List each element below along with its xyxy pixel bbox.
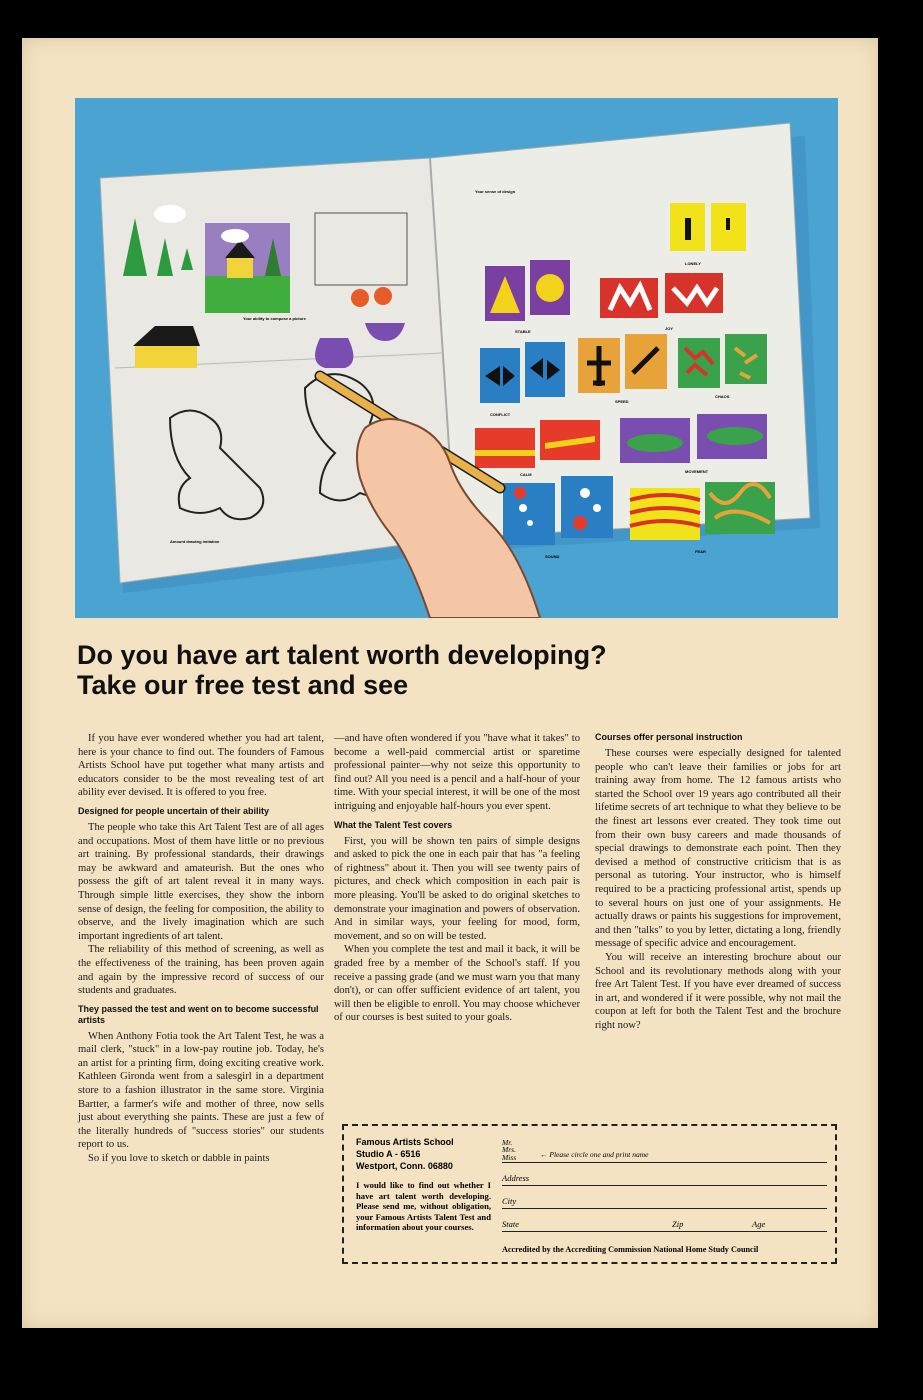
title-mr[interactable]: Mr. bbox=[502, 1137, 513, 1147]
pair-label-9: FEAR bbox=[695, 549, 706, 554]
address-label: Address bbox=[502, 1173, 530, 1183]
state-label: State bbox=[502, 1219, 519, 1229]
col1-paragraph-5: So if you love to sketch or dabble in paints bbox=[88, 1153, 270, 1165]
coupon-city: Westport, Conn. 06880 bbox=[356, 1161, 453, 1171]
open-book-illustration bbox=[75, 98, 838, 618]
col1-paragraph-2: The people who take this Art Talent Test are of all ages and occupations. Most of them have little or no previous art training. By professional standards, their drawings may be awkward and amateurish. But the ones who possess the gift of art talent reveal it in many ways. Through simple little exercises, they show the inborn sense of design, the feeling for composition, the ability to observe, and the lively imagination which are such important ingredients of art talent. bbox=[78, 821, 324, 942]
col3-paragraph-1: These courses were especially designed for talented people who can't leave their families or jobs for art training away from home. The 12 famous artists who started the School over 19 years ago contributed all their lifetime secrets of art technique to what they believe to be the finest art lessons ever created. They took time out from their own busy careers and made thousands of special drawings to demonstrate each point. Then they devised a method of constructive criticism that is as personal as tutoring. Your instructor, who is himself required to be a practicing professional artist, spends up to several hours on just one of your assignments. He actually draws or paints his suggestions for improvement, and then "talks" to you by letter, dictating a long, friendly message of specific advice and encouragement. bbox=[595, 748, 841, 950]
state-zip-age-field[interactable] bbox=[502, 1211, 827, 1232]
magazine-page bbox=[22, 38, 878, 1328]
col3-heading-1: Courses offer personal instruction bbox=[595, 732, 743, 742]
dog-caption: Amount drawing imitation bbox=[170, 539, 220, 544]
col1-heading-2: They passed the test and went on to become successful artists bbox=[78, 1003, 319, 1025]
col2-paragraph-1: —and have often wondered if you "have what it takes" to become a well-paid commercial artist or sparetime professional painter—why not seize this opportunity to find out? All you need is a pencil and a half-hour of your time. With your special interest, it will be one of the most intriguing and enjoyable half-hours you ever spent. bbox=[334, 733, 580, 812]
col2-paragraph-3: When you complete the test and mail it back, it will be graded free by a member of the School's staff. If you receive a passing grade (and we must warn you that many don't), or can offer sufficient evidence of art talent, you will then be eligible to enroll. You may choose whichever of our courses is best suited to your goals. bbox=[334, 944, 580, 1024]
column-3 bbox=[595, 732, 841, 1032]
name-hint-text: Please circle one and print name bbox=[549, 1150, 649, 1159]
city-label: City bbox=[502, 1196, 517, 1206]
title-options[interactable] bbox=[502, 1139, 516, 1162]
pair-label-7: MOVEMENT bbox=[685, 469, 709, 474]
col1-heading-1: Designed for people uncertain of their ability bbox=[78, 805, 270, 816]
col2-paragraph-2: First, you will be shown ten pairs of simple designs and asked to pick the one in each pair that has "a feeling of rightness" about it. Then you will see twenty pairs of pictures, and check which composition in each pair is more pleasing. You'll be asked to do original sketches to demonstrate your imagination and powers of observation. And in similar ways, your feeling for mood, form, movement, and so on will be tested. bbox=[334, 835, 580, 942]
col1-paragraph-1: If you have ever wondered whether you had art talent, here is your chance to find out. The founders of Famous Artists School have put together what many artists and educators consider to be the most revealing test of art ability ever devised. It is offered to you free. bbox=[78, 733, 324, 799]
coupon-request-text: I would like to find out whether I have art talent worth developing. Please send me, without obligation, your Famous Artists Talent Test and information about your courses. bbox=[356, 1180, 491, 1232]
coupon-studio: Studio A - 6516 bbox=[356, 1149, 421, 1159]
mail-coupon[interactable] bbox=[342, 1124, 837, 1264]
accreditation-text: Accredited by the Accrediting Commission National Home Study Council bbox=[502, 1245, 759, 1254]
pair-label-3: CONFLICT bbox=[490, 412, 511, 417]
pair-label-2: JOY bbox=[665, 326, 674, 331]
pair-label-5: CHAOS bbox=[715, 394, 730, 399]
column-2 bbox=[334, 732, 580, 1025]
coupon-school-name: Famous Artists School bbox=[356, 1137, 454, 1147]
column-1 bbox=[78, 732, 324, 1166]
name-hint bbox=[540, 1150, 648, 1159]
illustration bbox=[75, 98, 838, 618]
right-page-caption: Your sense of design bbox=[475, 189, 516, 194]
pair-label-8: SOUND bbox=[545, 554, 560, 559]
headline bbox=[77, 640, 837, 700]
arrow-left-icon: ← bbox=[540, 1150, 550, 1159]
age-label: Age bbox=[752, 1219, 766, 1229]
city-field[interactable] bbox=[502, 1188, 827, 1209]
coupon-left bbox=[356, 1136, 491, 1233]
title-mrs[interactable]: Mrs. bbox=[502, 1145, 516, 1154]
zip-label: Zip bbox=[672, 1219, 684, 1229]
col2-heading-1: What the Talent Test covers bbox=[334, 819, 453, 830]
pair-label-1: STABLE bbox=[515, 329, 531, 334]
pair-label-6: CALM bbox=[520, 472, 532, 477]
headline-line-2: Take our free test and see bbox=[77, 670, 409, 700]
name-field[interactable] bbox=[502, 1136, 827, 1163]
pair-label-0: LONELY bbox=[685, 261, 701, 266]
left-page-caption: Your ability to compose a picture bbox=[243, 316, 306, 321]
col3-paragraph-2: You will receive an interesting brochure about our School and its revolutionary methods along with your free Art Talent Test. If you have ever dreamed of success in art, and wondered if it were possible, why not mail the coupon at left for both the Talent Test and the brochure right now? bbox=[595, 951, 841, 1031]
address-field[interactable] bbox=[502, 1165, 827, 1186]
col1-paragraph-4: When Anthony Fotia took the Art Talent Test, he was a mail clerk, "stuck" in a low-pay routine job. Today, he's an artist for a printing firm, doing exciting creative work. Kathleen Gironda went from a salesgirl in a department store to a fashion illustrator in the same store. Virginia Bartter, a farmer's wife and mother of three, now sells just about everything she paints. These are just a few of the literally hundreds of "success stories" our students report to us. bbox=[78, 1030, 324, 1151]
coupon-form bbox=[502, 1136, 827, 1234]
title-miss[interactable]: Miss bbox=[502, 1152, 517, 1162]
col1-paragraph-3: The reliability of this method of screening, as well as the effectiveness of the training, has been proven again and again by the impressive record of success of our students and graduates. bbox=[78, 944, 324, 997]
pair-label-4: SPEED bbox=[615, 399, 629, 404]
headline-line-1: Do you have art talent worth developing? bbox=[77, 640, 607, 670]
